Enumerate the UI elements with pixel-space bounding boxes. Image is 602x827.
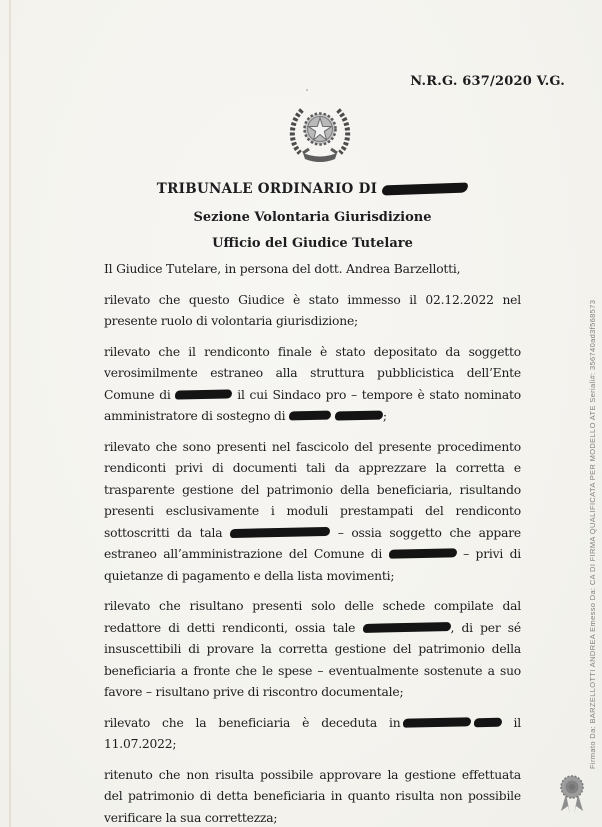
redaction-mark xyxy=(389,548,457,558)
italy-republic-emblem-icon xyxy=(287,101,353,167)
paragraph-text: Il Giudice Tutelare, in persona del dott. Andrea Barzellotti, xyxy=(104,262,461,276)
case-number: N.R.G. 637/2020 V.G. xyxy=(410,74,565,89)
rosette-seal-icon xyxy=(555,773,589,817)
redaction-mark xyxy=(473,717,501,727)
digital-signature-sidebar: Firmato Da: BARZELLOTTI ANDREA Emesso Da: CA DI FIRMA QUALIFICATA PER MODELLO ATE Seriali#: 356740ad3f568573 xyxy=(588,299,597,769)
paragraph-recital-3 xyxy=(104,437,521,588)
paragraph-recital-4 xyxy=(104,596,521,704)
document-body xyxy=(104,259,521,827)
paragraph-text: , di per sé insuscettibili di provare la corretta gestione del patrimonio della beneficiaria a fronte che le spese – eventualmente sostenute a suo favore – risultano prive di riscontro documentale; xyxy=(104,620,521,699)
scan-speck xyxy=(306,89,308,91)
paragraph-text: rilevato che questo Giudice è stato immesso il 02.12.2022 nel presente ruolo di volontaria giurisdizione; xyxy=(104,292,521,328)
paragraph-text: rilevato che la beneficiaria è deceduta in xyxy=(104,715,401,730)
paragraph-text: – privi di quietanze di pagamento e della lista movimenti; xyxy=(104,547,521,583)
paragraph-text: ritenuto che non risulta possibile approvare la gestione effettuata del patrimonio di detta beneficiaria in quanto risulta non possibile verificare la sua correttezza; xyxy=(104,767,521,825)
redaction-mark xyxy=(335,410,383,420)
paragraph-text: il 11.07.2022; xyxy=(104,715,521,751)
paragraph-text: – ossia soggetto che appare estraneo all’amministrazione del Comune di xyxy=(104,525,521,561)
paragraph-text: rilevato che risultano presenti solo delle schede compilate dal redattore di detti rendiconti, ossia tale xyxy=(104,599,521,635)
paragraph-text: rilevato che sono presenti nel fascicolo del presente procedimento rendiconti privi di documenti tali da apprezzare la corretta e trasparente gestione del patrimonio della beneficiaria, risultando presenti esclusivamente i moduli prestampati del rendiconto sottoscritti da tala xyxy=(104,439,521,540)
redaction-mark xyxy=(362,622,450,633)
section-subtitle: Sezione Volontaria Giurisdizione xyxy=(193,210,432,225)
paragraph-text: rilevato che il rendiconto finale è stato depositato da soggetto verosimilmente estraneo alla struttura pubblicistica dell’Ente Comune di xyxy=(104,344,521,402)
redaction-mark xyxy=(175,389,232,399)
paragraph-recital-5 xyxy=(104,713,521,756)
paragraph-text: il cui Sindaco pro – tempore è stato nominato amministratore di sostegno di xyxy=(104,387,521,423)
scan-edge-line xyxy=(9,0,11,827)
paragraph-recital-2 xyxy=(104,342,521,428)
paragraph-text: ; xyxy=(382,409,387,423)
office-subtitle: Ufficio del Giudice Tutelare xyxy=(212,236,413,251)
redaction-mark xyxy=(289,411,331,421)
court-title xyxy=(104,181,521,197)
paragraph-recital-1 xyxy=(104,290,521,333)
redaction-mark xyxy=(382,182,468,195)
paragraph-conclusion xyxy=(104,765,521,827)
court-title-text: TRIBUNALE ORDINARIO DI xyxy=(156,181,378,197)
redaction-mark xyxy=(230,526,330,537)
paragraph-judge-intro xyxy=(104,259,521,281)
redaction-mark xyxy=(402,717,470,727)
